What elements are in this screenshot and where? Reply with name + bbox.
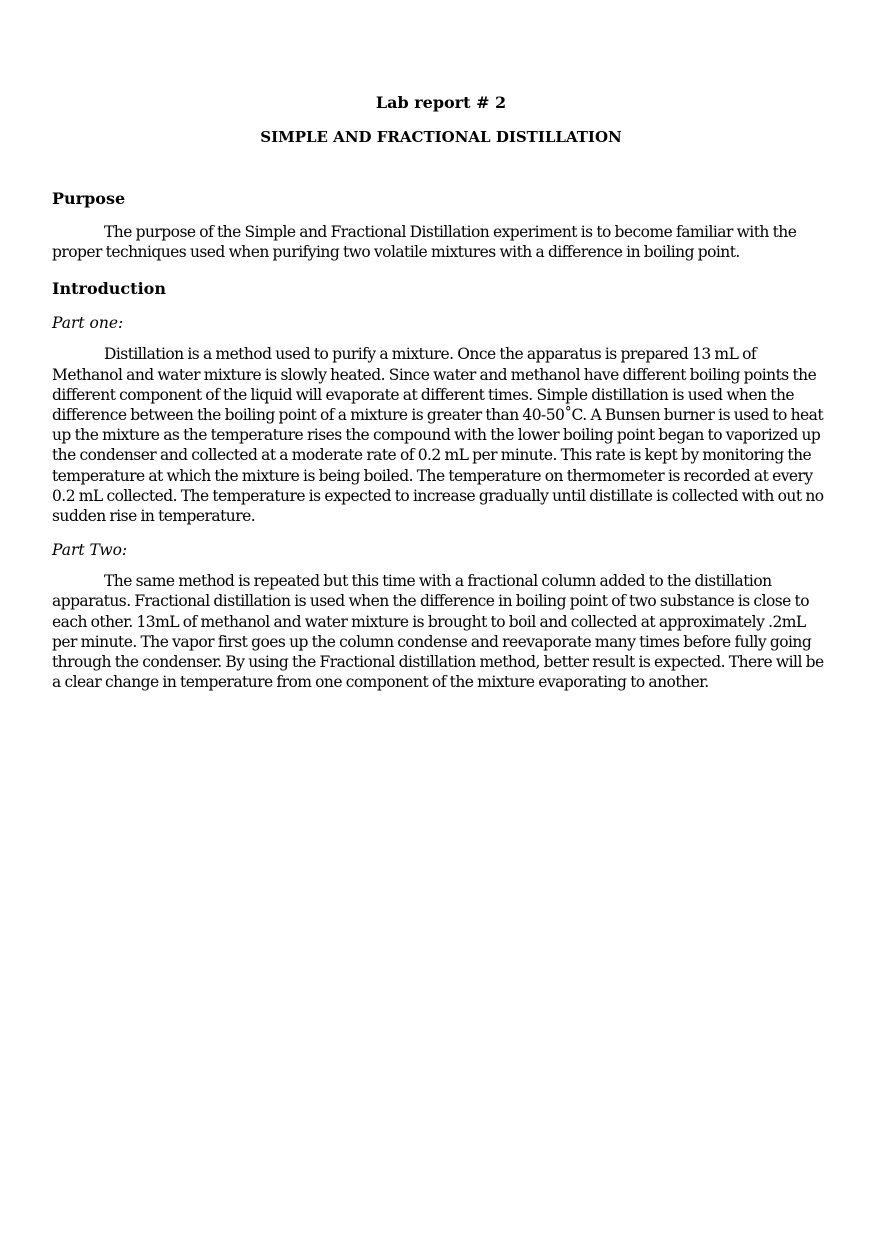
part-one-label: Part one:	[52, 314, 124, 333]
part-two-label: Part Two:	[52, 541, 128, 560]
purpose-paragraph: The purpose of the Simple and Fractional Distillation experiment is to become familiar with the proper techniques used when purifying two volatile mixtures with a difference in boiling point.	[52, 223, 797, 262]
document-title: Lab report # 2	[375, 93, 507, 112]
part-one-paragraph: Distillation is a method used to purify a mixture. Once the apparatus is prepared 13 mL of Methanol and water mixture is slowly heated. Since water and methanol have different boiling points the different component of the liquid will evaporate at different times. Simple distillation is used when the difference between the boiling point of a mixture is greater than 40-50˚C. A Bunsen burner is used to heat up the mixture as the temperature rises the compound with the lower boiling point began to vaporized up the condenser and collected at a moderate rate of 0.2 mL per minute. This rate is kept by monitoring the temperature at which the mixture is being boiled. The temperature on thermometer is recorded at every 0.2 mL collected. The temperature is expected to increase gradually until distillate is collected with out no sudden rise in temperature.	[52, 345, 824, 526]
document-subtitle: SIMPLE AND FRACTIONAL DISTILLATION	[260, 128, 622, 146]
part-two-paragraph: The same method is repeated but this time with a fractional column added to the distillation apparatus. Fractional distillation is used when the difference in boiling point of two substance is close to each other. 13mL of methanol and water mixture is brought to boil and collected at approximately .2mL per minute. The vapor first goes up the column condense and reevaporate many times before fully going through the condenser. By using the Fractional distillation method, better result is expected. There will be a clear change in temperature from one component of the mixture evaporating to another.	[52, 572, 824, 692]
document-page	[52, 92, 830, 705]
introduction-heading: Introduction	[52, 279, 166, 299]
purpose-heading: Purpose	[52, 189, 126, 208]
